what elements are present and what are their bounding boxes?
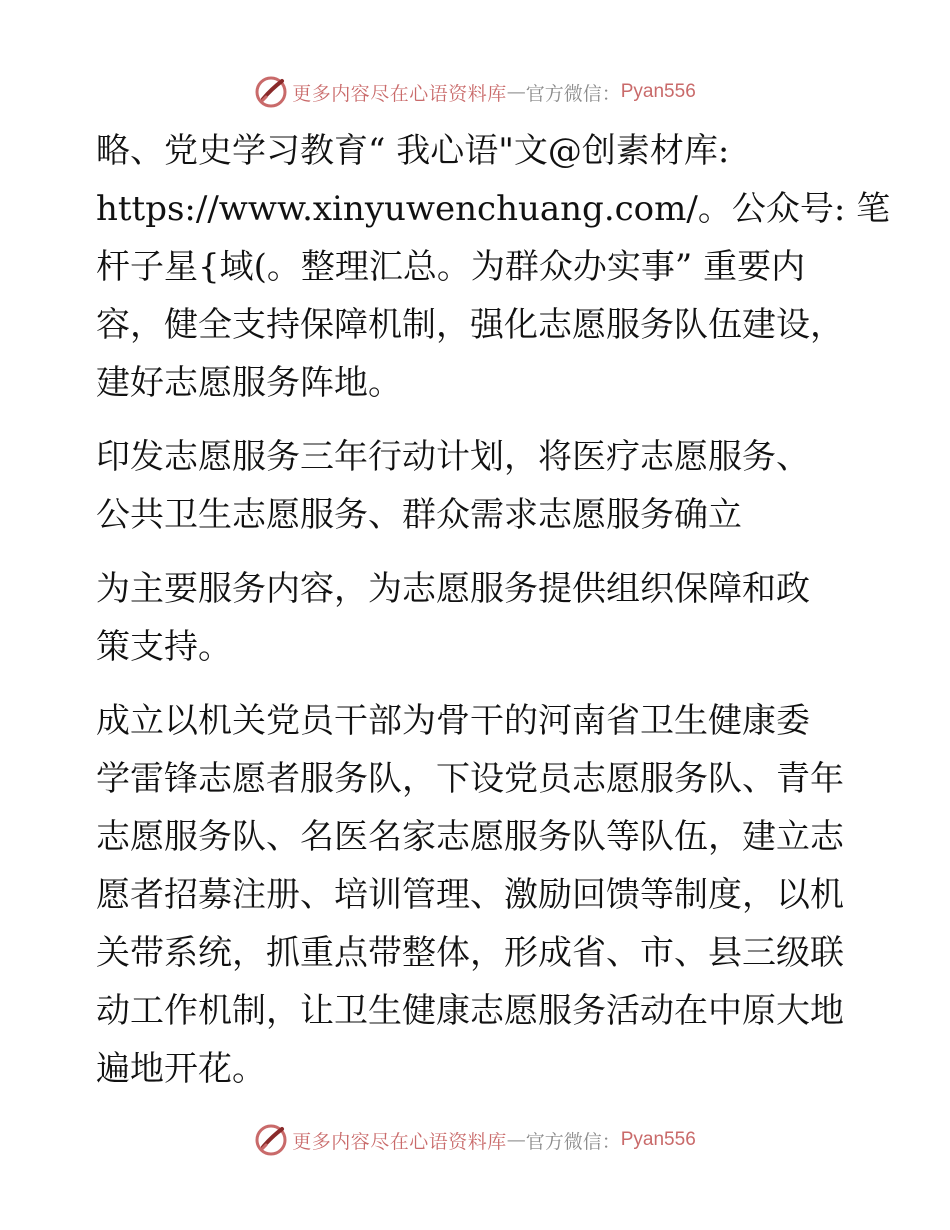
watermark-contact-id: Pyan556 [620,81,696,102]
text-line: 公共卫生志愿服务、群众需求志愿服务确立 [96,495,742,535]
paragraph-2 [96,428,856,544]
header-watermark [0,72,950,112]
paragraph-4 [96,692,856,1098]
text-line: 愿者招募注册、培训管理、激励回馈等制度，以机 [96,875,844,915]
watermark-separator: — [506,1129,526,1151]
brush-logo-icon [254,1123,288,1157]
text-line: 印发志愿服务三年行动计划，将医疗志愿服务、 [96,437,810,477]
paragraph-1 [96,122,891,412]
text-line: 遍地开花。 [96,1049,266,1089]
watermark-title: 更多内容尽在心语资料库 [292,82,507,105]
watermark-contact-label: 官方微信： [525,82,621,105]
text-line: 建好志愿服务阵地。 [96,363,402,403]
text-line: 关带系统，抓重点带整体，形成省、市、县三级联 [96,933,844,973]
footer-watermark [0,1120,950,1160]
text-line: 策支持。 [96,627,232,667]
brush-logo-icon [254,75,288,109]
document-body [96,122,891,1098]
paragraph-3 [96,560,856,676]
text-line: 动工作机制，让卫生健康志愿服务活动在中原大地 [96,991,844,1031]
watermark-contact-id: Pyan556 [620,1129,696,1150]
text-line: 容，健全支持保障机制，强化志愿服务队伍建设， [96,305,844,345]
text-line: 志愿服务队、名医名家志愿服务队等队伍，建立志 [96,817,844,857]
text-line: 杆子星{域(。整理汇总。为群众办实事” 重要内 [96,247,806,287]
text-line: 成立以机关党员干部为骨干的河南省卫生健康委 [96,701,810,741]
text-line: 略、党史学习教育“ 我心语"文@创素材库: [96,131,730,171]
text-line: 学雷锋志愿者服务队，下设党员志愿服务队、青年 [96,759,844,799]
watermark-separator: — [506,81,526,103]
text-line: 为主要服务内容，为志愿服务提供组织保障和政 [96,569,810,609]
watermark-title: 更多内容尽在心语资料库 [292,1130,507,1153]
text-line: https://www.xinyuwenchuang.com/。公众号: 笔 [96,189,891,229]
watermark-contact-label: 官方微信： [525,1130,621,1153]
